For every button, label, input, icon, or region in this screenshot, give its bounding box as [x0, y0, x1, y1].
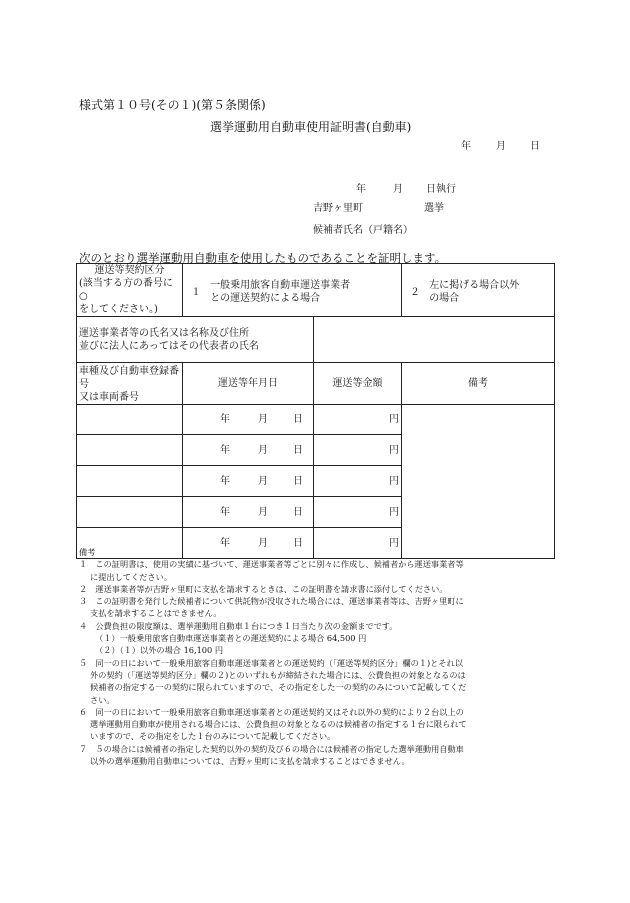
- contract-type-instruction-2: をしてください。): [79, 304, 158, 315]
- contract-type-label: 運送等契約区分: [94, 265, 165, 276]
- row-day: 日: [293, 538, 303, 549]
- note-6-cont-1: 選挙運動用自動車が使用される場合には、公費負担の対象となるのは候補者の指定する１台に限られて: [90, 719, 467, 730]
- row-yen: 円: [389, 444, 399, 456]
- vehicle-cell[interactable]: [77, 466, 183, 497]
- note-5-cont-2: 候補者の指定する一の契約に限られていますので、その指定をした一の契約のみについて記載してくだ: [90, 682, 467, 693]
- row-year: 年: [220, 507, 230, 518]
- issue-date-month: 月: [496, 141, 506, 152]
- note-3-cont: 支払を請求することはできません。: [90, 608, 222, 619]
- row-yen: 円: [389, 475, 399, 487]
- date-cell[interactable]: [183, 466, 314, 497]
- election-town: 吉野ヶ里町: [313, 203, 363, 214]
- row-yen: 円: [389, 414, 399, 425]
- issue-date-year: 年: [461, 141, 471, 152]
- notes-section: [79, 546, 554, 767]
- election-month: 月: [393, 184, 403, 195]
- election-word: 選挙: [424, 203, 444, 214]
- row-day: 日: [293, 507, 303, 518]
- election-day-executed: 日執行: [426, 184, 456, 195]
- note-1: １ この証明書は、使用の実績に基づいて、運送事業者等ごとに別々に作成し、候補者から運送事業者等: [79, 559, 464, 570]
- note-4-item-1: （１）一般乗用旅客自動車運送事業者との運送契約による場合 64,500 円: [95, 633, 367, 644]
- option-2-text-line1: 左に掲げる場合以外: [429, 280, 520, 291]
- row-month: 月: [258, 476, 268, 487]
- option-1-number: １: [191, 286, 201, 298]
- note-5-cont-3: さい。: [90, 694, 115, 705]
- option-1-text-line2: との運送契約による場合: [210, 293, 321, 304]
- vehicle-header-cell: [77, 363, 183, 405]
- contract-option-1[interactable]: [183, 264, 402, 317]
- candidate-name-label: 候補者氏名（戸籍名）: [313, 225, 413, 236]
- notes-heading: 備考: [79, 547, 96, 557]
- election-year: 年: [356, 184, 366, 195]
- vehicle-header-line1: 車種及び自動車登録番号: [79, 366, 179, 390]
- amount-cell[interactable]: [314, 405, 402, 435]
- date-cell[interactable]: [183, 405, 314, 435]
- option-1-text-line1: 一般乗用旅客自動車運送事業者: [210, 280, 351, 291]
- certificate-table: [76, 263, 555, 559]
- contract-type-label-cell: [77, 264, 183, 317]
- amount-header: 運送等金額: [314, 363, 402, 405]
- row-day: 日: [293, 414, 303, 425]
- operator-label-line1: 運送事業者等の氏名又は名称及び住所: [79, 327, 249, 339]
- note-7: ７ ５の場合には候補者の指定した契約以外の契約及び６の場合には候補者の指定した選挙運動用自動車: [79, 743, 464, 754]
- remarks-header: 備考: [402, 363, 555, 405]
- row-month: 月: [258, 414, 268, 425]
- table-row: [77, 405, 555, 435]
- note-6: ６ 同一の日において一般乗用旅客自動車運送事業者との運送契約又はそれ以外の契約により２台以上の: [79, 706, 464, 717]
- option-2-text-line2: の場合: [429, 293, 460, 304]
- operator-input-cell[interactable]: [314, 317, 555, 363]
- option-2-number: ２: [410, 286, 420, 298]
- remarks-cell[interactable]: [402, 405, 555, 559]
- form-number: 様式第１０号(その１)(第５条関係): [79, 98, 266, 112]
- issue-date-day: 日: [530, 141, 540, 152]
- note-5-cont-1: 外の契約（「運送等契約区分」欄の２)とのいずれもが締結された場合には、公費負担の対象となるのは: [90, 669, 466, 680]
- row-day: 日: [293, 476, 303, 487]
- note-3: ３ この証明書を発行した候補者について供託物が没収された場合には、運送事業者等は、吉野ヶ里町に: [79, 596, 464, 607]
- amount-cell[interactable]: [314, 466, 402, 497]
- vehicle-cell[interactable]: [77, 435, 183, 466]
- document-title: 選挙運動用自動車使用証明書(自動車): [210, 120, 412, 134]
- row-year: 年: [220, 538, 230, 549]
- note-4: ４ 公費負担の限度額は、選挙運動用自動車１台につき１日当たり次の金額までです。: [79, 620, 398, 631]
- note-1-cont: に提出してください。: [90, 571, 172, 582]
- row-yen: 円: [389, 537, 399, 549]
- row-month: 月: [258, 507, 268, 518]
- amount-cell[interactable]: [314, 497, 402, 528]
- row-day: 日: [293, 445, 303, 456]
- intro-statement: 次のとおり選挙運動用自動車を使用したものであることを証明します。: [79, 251, 447, 265]
- vehicle-cell[interactable]: [77, 405, 183, 435]
- row-yen: 円: [389, 506, 399, 518]
- operator-label-line2: 並びに法人にあってはその代表者の氏名: [79, 340, 259, 352]
- note-2: ２ 運送事業者等が吉野ヶ里町に支払を請求するときは、この証明書を請求書に添付してください。: [79, 583, 448, 594]
- row-year: 年: [220, 476, 230, 487]
- contract-option-2[interactable]: [402, 264, 555, 317]
- date-cell[interactable]: [183, 497, 314, 528]
- row-month: 月: [258, 445, 268, 456]
- amount-cell[interactable]: [314, 435, 402, 466]
- row-month: 月: [258, 538, 268, 549]
- note-7-cont: 以外の選挙運動用自動車については、吉野ヶ里町に支払を請求することはできません。: [90, 756, 410, 767]
- row-year: 年: [220, 445, 230, 456]
- note-6-cont-2: いますので、その指定をした１台のみについて記載してください。: [90, 731, 336, 742]
- note-5: ５ 同一の日において一般乗用旅客自動車運送事業者との運送契約（「運送等契約区分」欄の１)とそれ以: [79, 657, 463, 668]
- date-cell[interactable]: [183, 435, 314, 466]
- row-year: 年: [220, 414, 230, 425]
- operator-label-cell: [77, 317, 314, 363]
- note-4-item-2: （２）（１）以外の場合 16,100 円: [95, 645, 224, 656]
- vehicle-cell[interactable]: [77, 497, 183, 528]
- contract-type-instruction: (該当する方の番号に○: [79, 278, 173, 302]
- vehicle-header-line2: 又は車両番号: [79, 392, 139, 403]
- date-header: 運送等年月日: [183, 363, 314, 405]
